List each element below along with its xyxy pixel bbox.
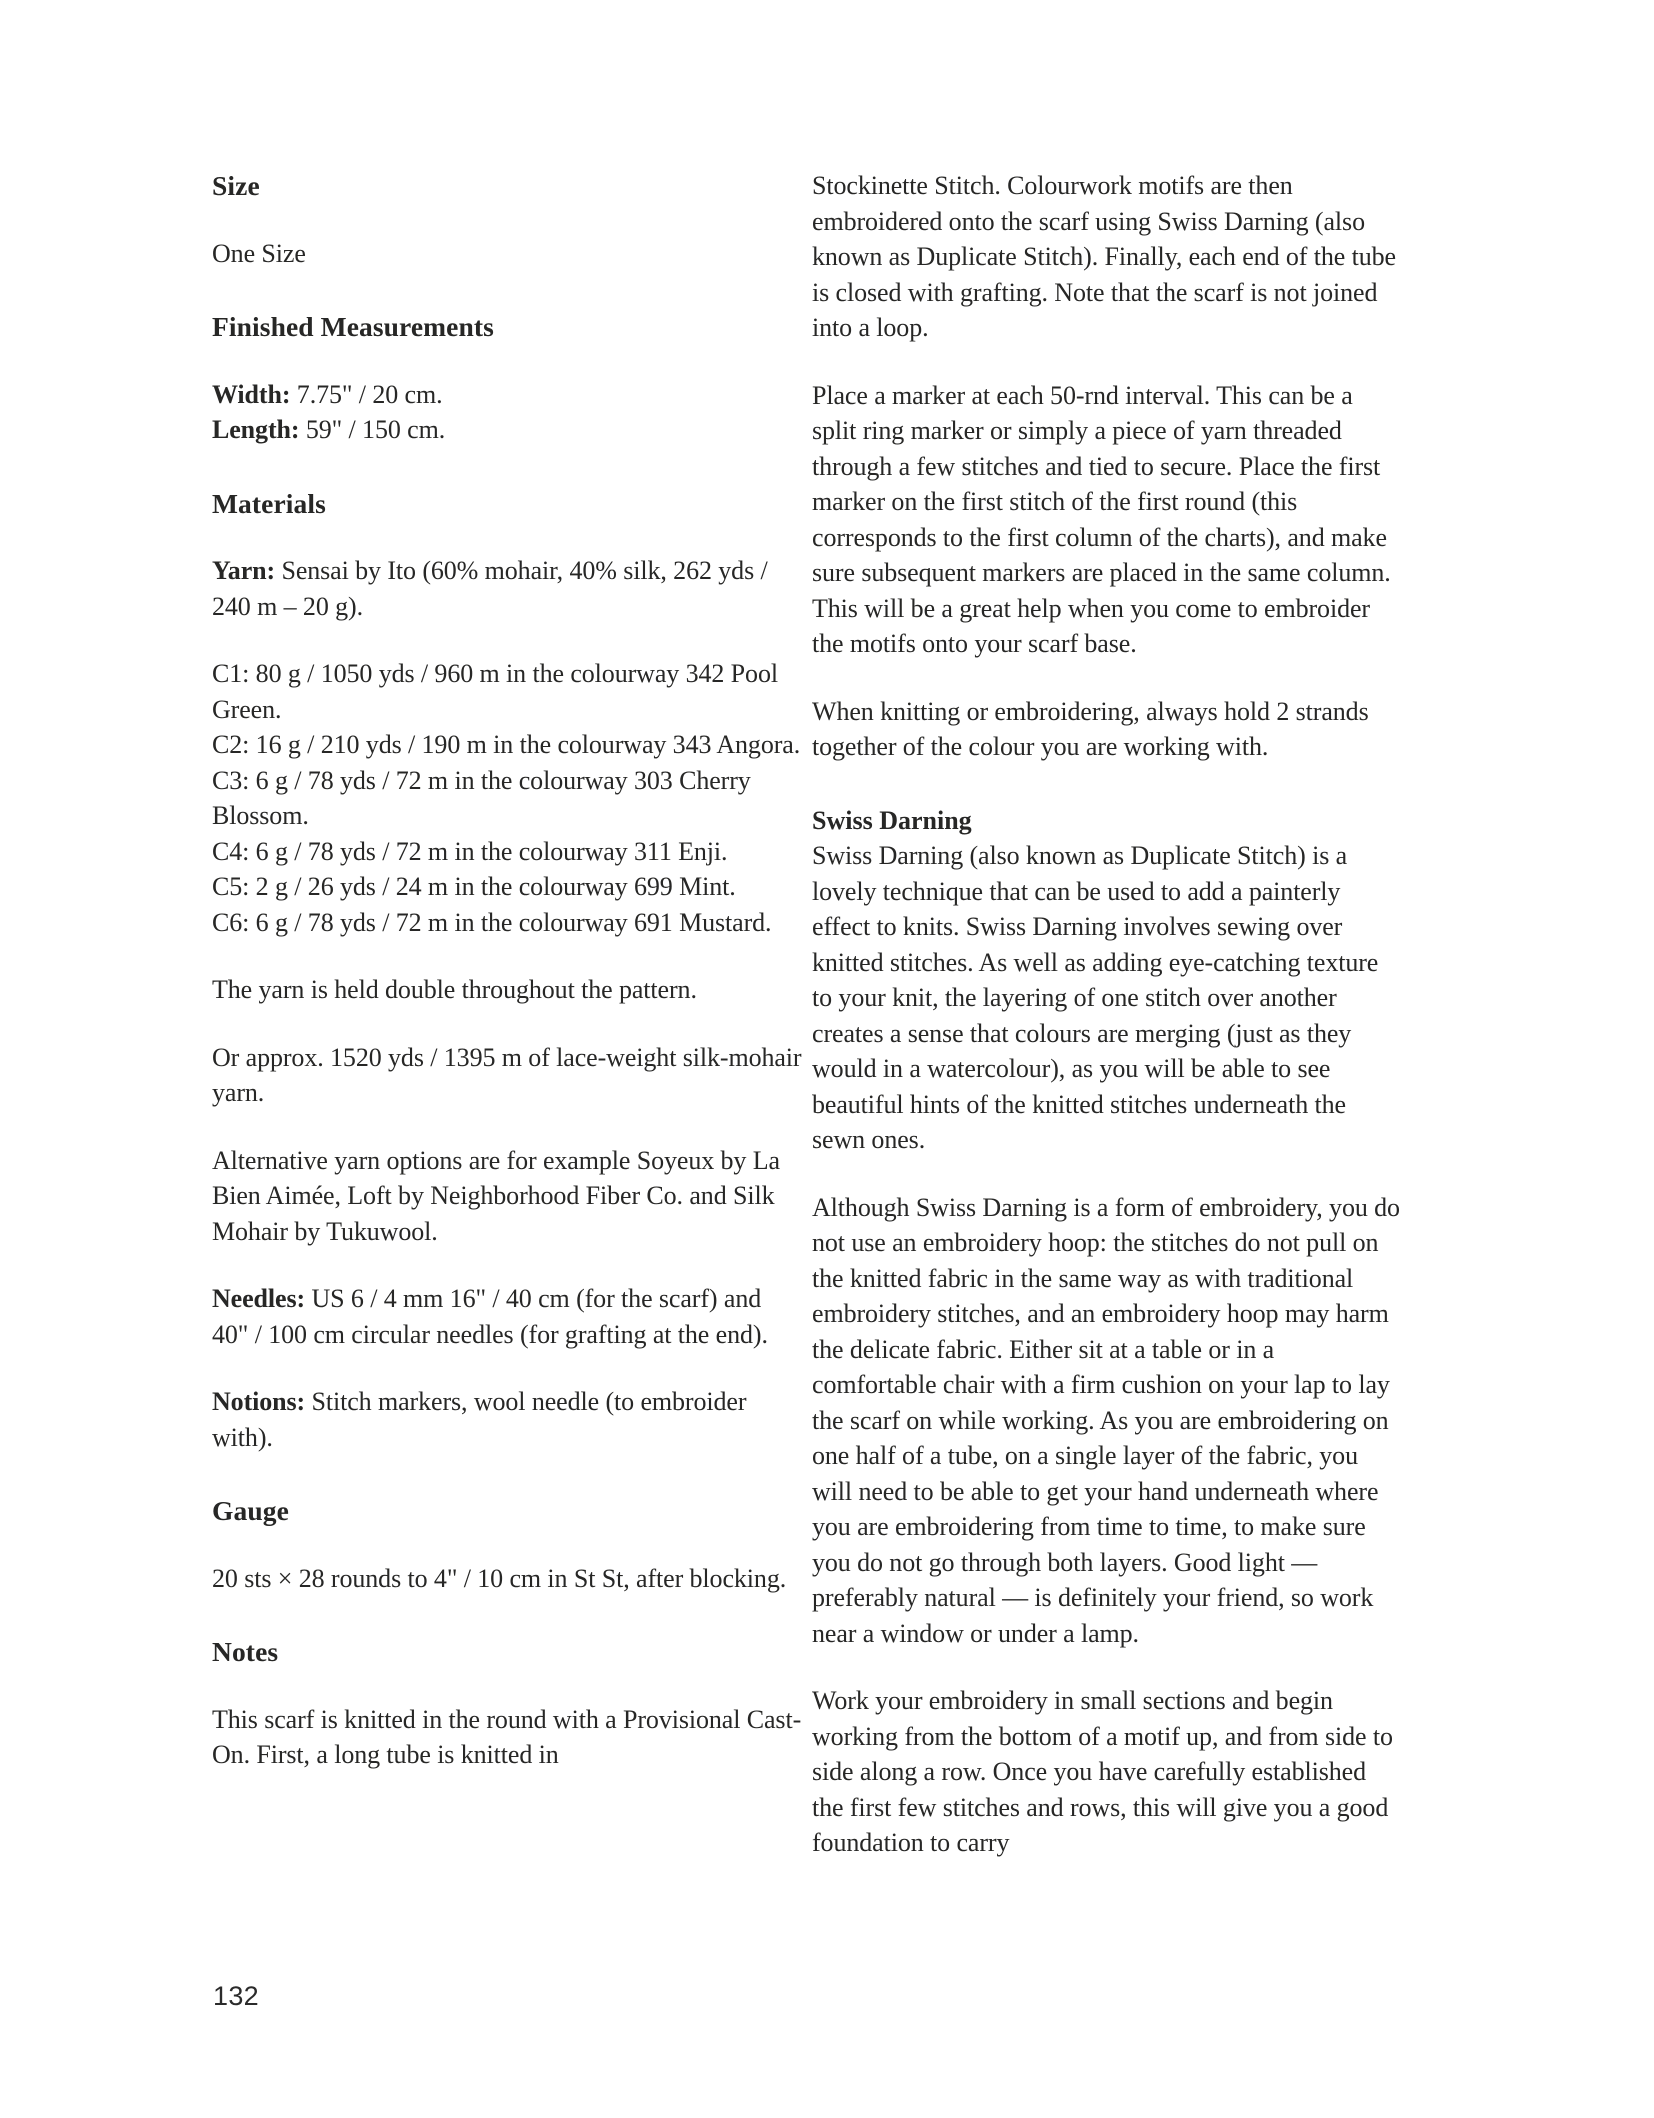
length-label: Length:	[212, 415, 300, 444]
yarn-paragraph	[212, 553, 802, 624]
length-value: 59" / 150 cm.	[299, 415, 446, 444]
section-heading-finished-measurements: Finished Measurements	[212, 311, 494, 342]
width-value: 7.75" / 20 cm.	[290, 379, 443, 409]
measurement-width	[212, 377, 802, 413]
notions-paragraph	[212, 1384, 802, 1455]
gauge-value: 20 sts × 28 rounds to 4" / 10 cm in St St, after blocking.	[212, 1563, 787, 1593]
needles-paragraph	[212, 1281, 802, 1352]
notions-value: Stitch markers, wool needle (to embroider with).	[212, 1387, 747, 1452]
width-label: Width:	[212, 379, 291, 409]
needles-label: Needles:	[212, 1284, 306, 1313]
subheading-swiss-darning: Swiss Darning	[812, 805, 972, 835]
colourway-item: C3: 6 g / 78 yds / 72 m in the colourway 303 Cherry Blossom.	[212, 765, 751, 830]
measurement-length	[212, 412, 802, 448]
approx-yardage-note: Or approx. 1520 yds / 1395 m of lace-weight silk-mohair yarn.	[212, 1042, 802, 1107]
embroidery-hoop-paragraph: Although Swiss Darning is a form of embroidery, you do not use an embroidery hoop: the stitches do not pull on the knitted fabric in the same way as with traditional embroidery stitches, and an embroidery hoop may harm the delicate fabric. Either sit at a table or in a comfortable chair with a firm cushion on your lap to lay the scarf on while working. As you are embroidering on one half of a tube, on a single layer of the fabric, you will need to be able to get your hand underneath where you are embroidering from time to time, to make sure you do not go through both layers. Good light — preferably natural — is definitely your friend, so work near a window or under a lamp.	[812, 1192, 1400, 1648]
strands-paragraph: When knitting or embroidering, always hold 2 strands together of the colour you are working with.	[812, 696, 1369, 761]
notions-label: Notions:	[212, 1387, 306, 1416]
alternative-yarns-note: Alternative yarn options are for example Soyeux by La Bien Aimée, Loft by Neighborhood Fiber Co. and Silk Mohair by Tukuwool.	[212, 1145, 780, 1246]
notes-paragraph: This scarf is knitted in the round with a Provisional Cast-On. First, a long tube is knitted in	[212, 1704, 802, 1769]
page-footer	[213, 1980, 259, 2012]
yarn-value: Sensai by Ito (60% mohair, 40% silk, 262 yds / 240 m – 20 g).	[212, 556, 768, 621]
colourway-item: C5: 2 g / 26 yds / 24 m in the colourway 699 Mint.	[212, 872, 736, 901]
colourway-item: C1: 80 g / 1050 yds / 960 m in the colourway 342 Pool Green.	[212, 659, 778, 724]
colourway-item: C2: 16 g / 210 yds / 190 m in the colourway 343 Angora.	[212, 730, 801, 759]
section-heading-gauge: Gauge	[212, 1495, 289, 1526]
marker-paragraph: Place a marker at each 50-rnd interval. This can be a split ring marker or simply a piece of yarn threaded through a few stitches and tied to secure. Place the first marker on the first stitch of the first round (this corresponds to the first column of the charts), and make sure subsequent markers are placed in the same column. This will be a great help when you come to embroider the motifs onto your scarf base.	[812, 380, 1391, 658]
yarn-label: Yarn:	[212, 556, 276, 585]
page-number: 132	[213, 1981, 259, 2011]
colourway-item: C4: 6 g / 78 yds / 72 m in the colourway 311 Enji.	[212, 836, 728, 866]
construction-paragraph: Stockinette Stitch. Colourwork motifs are then embroidered onto the scarf using Swiss Darning (also known as Duplicate Stitch). Finally, each end of the tube is closed with grafting. Note that the scarf is not joined into a loop.	[812, 171, 1396, 342]
needles-value: US 6 / 4 mm 16" / 40 cm (for the scarf) and 40" / 100 cm circular needles (for grafting at the end).	[212, 1284, 768, 1349]
section-heading-materials: Materials	[212, 487, 326, 519]
held-double-note: The yarn is held double throughout the pattern.	[212, 975, 697, 1004]
size-value: One Size	[212, 238, 306, 268]
colourway-list	[212, 656, 802, 940]
swiss-darning-intro-paragraph: Swiss Darning (also known as Duplicate Stitch) is a lovely technique that can be used to add a painterly effect to knits. Swiss Darning involves sewing over knitted stitches. As well as adding eye-catching texture to your knit, the layering of one stitch over another creates a sense that colours are merging (just as they would in a watercolour), as you will be able to see beautiful hints of the knitted stitches underneath the sewn ones.	[812, 841, 1379, 1154]
colourway-item: C6: 6 g / 78 yds / 72 m in the colourway 691 Mustard.	[212, 907, 772, 937]
left-column	[212, 168, 802, 1805]
section-heading-size: Size	[212, 170, 260, 201]
work-sections-paragraph: Work your embroidery in small sections and begin working from the bottom of a motif up, and from side to side along a row. Once you have carefully established the first few stitches and rows, this will give you a good foundation to carry	[812, 1686, 1393, 1857]
right-column	[812, 168, 1402, 1893]
section-heading-notes: Notes	[212, 1636, 279, 1667]
